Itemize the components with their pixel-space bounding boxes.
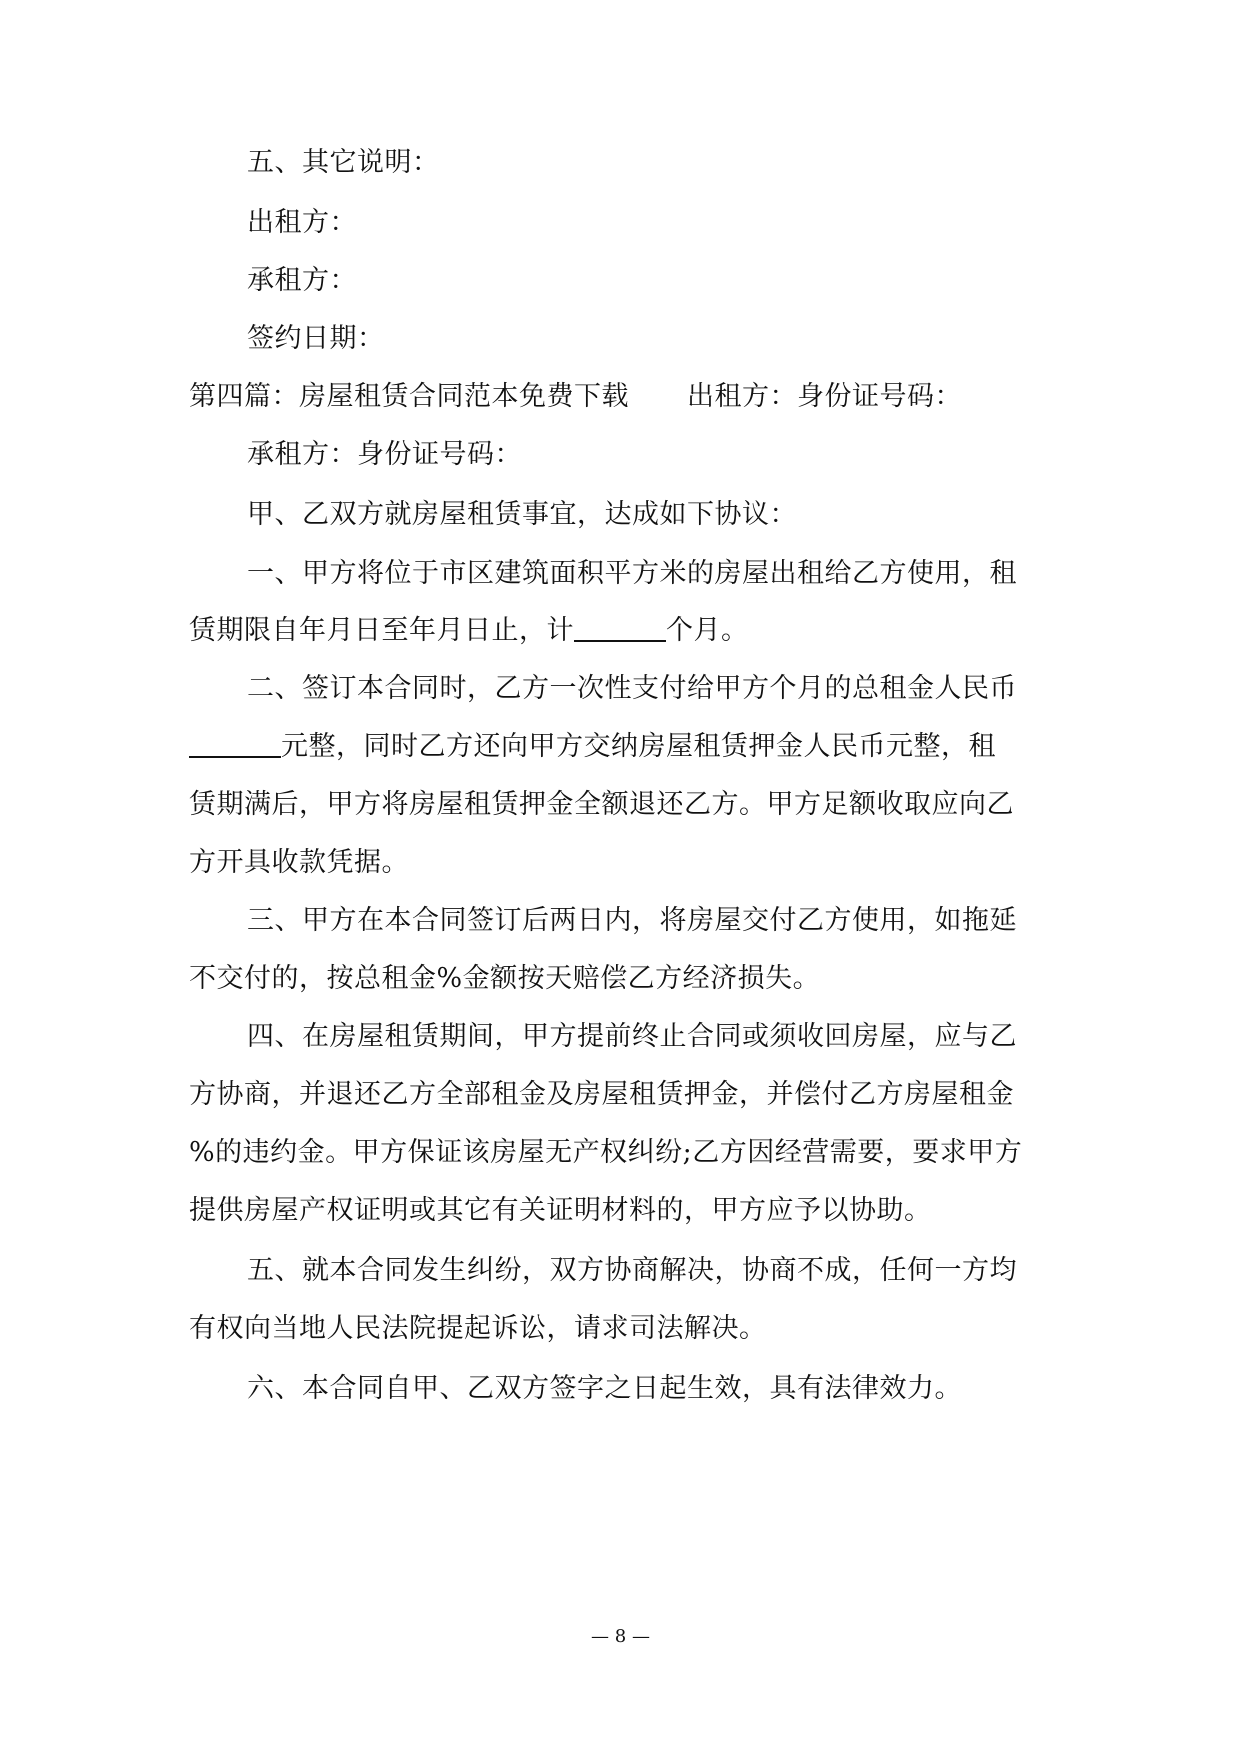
lessor-id-label: 出租方：身份证号码： [687,381,962,412]
chapter-heading-line [0,372,1241,422]
lessee-id-label: 承租方：身份证号码： [247,439,522,470]
lessee-label: 承租方： [247,265,357,296]
clause-3-line-2: 不交付的，按总租金%金额按天赔偿乙方经济损失。 [189,963,821,994]
section-heading-other-notes: 五、其它说明： [247,147,440,178]
clause-2-line-2-text: 元整，同时乙方还向甲方交纳房屋租赁押金人民币元整，租 [281,731,996,762]
lease-term-text: 赁期限自年月日至年月日止，计 [189,615,574,646]
clause-6-line-1: 六、本合同自甲、乙双方签字之日起生效，具有法律效力。 [247,1373,962,1404]
months-suffix: 个月。 [666,615,749,646]
clause-2-line-1: 二、签订本合同时，乙方一次性支付给甲方个月的总租金人民币 [247,673,1017,704]
chapter-title: 第四篇：房屋租赁合同范本免费下载 [189,381,629,412]
page-number: — 8 — [591,1626,650,1647]
clause-5-line-2: 有权向当地人民法院提起诉讼，请求司法解决。 [189,1313,767,1344]
clause-2-line-4: 方开具收款凭据。 [189,847,409,878]
signing-date-label: 签约日期： [247,323,385,354]
clause-1-line-2 [0,606,1241,656]
lessor-label: 出租方： [247,207,357,238]
clause-4-line-1: 四、在房屋租赁期间，甲方提前终止合同或须收回房屋，应与乙 [247,1021,1017,1052]
months-blank [574,610,666,642]
clause-4-line-4: 提供房屋产权证明或其它有关证明材料的，甲方应予以协助。 [189,1195,932,1226]
clause-3-line-1: 三、甲方在本合同签订后两日内，将房屋交付乙方使用，如拖延 [247,905,1017,936]
clause-5-line-1: 五、就本合同发生纠纷，双方协商解决，协商不成，任何一方均 [247,1255,1017,1286]
clause-2-line-2 [0,722,1241,772]
clause-4-line-2: 方协商，并退还乙方全部租金及房屋租赁押金，并偿付乙方房屋租金 [189,1079,1014,1110]
rent-amount-blank [189,726,281,758]
clause-2-line-3: 赁期满后，甲方将房屋租赁押金全额退还乙方。甲方足额收取应向乙 [189,789,1014,820]
clause-1-line-1: 一、甲方将位于市区建筑面积平方米的房屋出租给乙方使用，租 [247,558,1017,589]
agreement-intro: 甲、乙双方就房屋租赁事宜，达成如下协议： [247,499,797,530]
clause-4-line-3: %的违约金。甲方保证该房屋无产权纠纷;乙方因经营需要，要求甲方 [189,1137,1023,1168]
